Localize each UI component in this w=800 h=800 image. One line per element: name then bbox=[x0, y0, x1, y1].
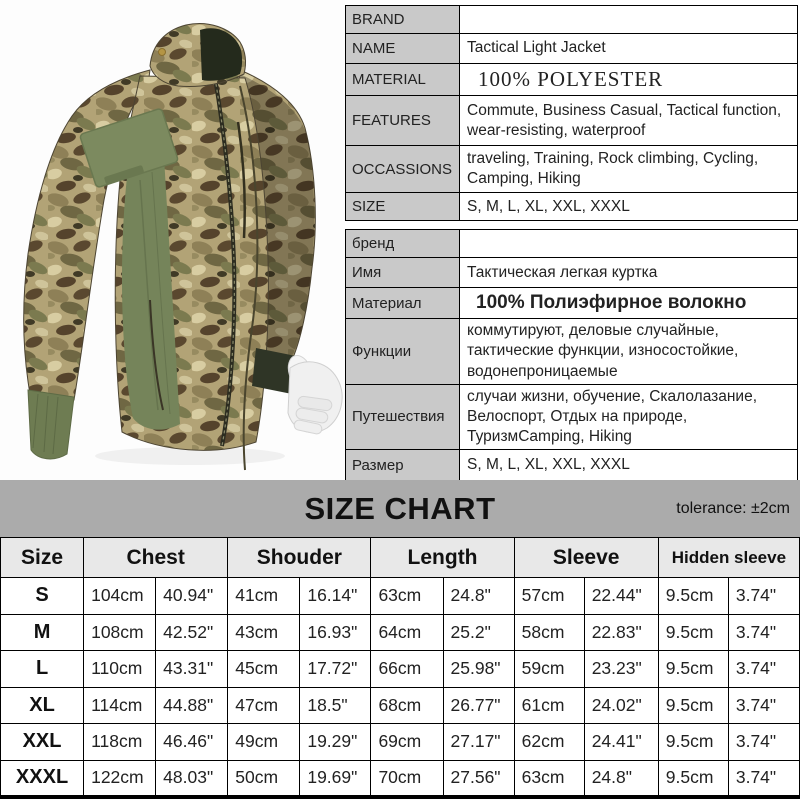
shoulder-in-cell: 19.69" bbox=[300, 760, 371, 797]
spec-label: бренд bbox=[346, 230, 460, 258]
length-in-cell: 26.77" bbox=[443, 687, 514, 724]
spec-label: BRAND bbox=[346, 6, 460, 34]
spec-value: Commute, Business Casual, Tactical function, wear-resisting, waterproof bbox=[460, 96, 798, 146]
chest-cm-cell: 108cm bbox=[84, 614, 156, 651]
spec-table-russian-body bbox=[346, 230, 798, 481]
spec-row bbox=[346, 6, 798, 34]
shoulder-in-cell: 18.5" bbox=[300, 687, 371, 724]
chest-in-cell: 46.46" bbox=[156, 724, 228, 761]
size-chart-row bbox=[1, 578, 800, 615]
size-chart-banner bbox=[0, 480, 800, 537]
shoulder-in-cell: 16.93" bbox=[300, 614, 371, 651]
spec-tables bbox=[345, 5, 798, 481]
chest-cm-cell: 104cm bbox=[84, 578, 156, 615]
hidden-sleeve-in-cell: 3.74" bbox=[728, 578, 799, 615]
spec-row bbox=[346, 450, 798, 481]
size-chart-row bbox=[1, 687, 800, 724]
hidden-sleeve-in-cell: 3.74" bbox=[728, 760, 799, 797]
sleeve-cm-cell: 63cm bbox=[514, 760, 584, 797]
spec-table-english-body bbox=[346, 6, 798, 221]
hidden-sleeve-cm-cell: 9.5cm bbox=[658, 651, 728, 688]
spec-value: S, M, L, XL, XXL, XXXL bbox=[460, 193, 798, 221]
spec-table-english bbox=[345, 5, 798, 221]
spec-label: MATERIAL bbox=[346, 64, 460, 96]
length-in-cell: 25.2" bbox=[443, 614, 514, 651]
chest-in-cell: 48.03" bbox=[156, 760, 228, 797]
spec-row bbox=[346, 146, 798, 193]
spec-row bbox=[346, 64, 798, 96]
spec-row bbox=[346, 34, 798, 64]
tolerance-note: tolerance: ±2cm bbox=[676, 499, 790, 517]
size-cell: XXXL bbox=[1, 760, 84, 797]
spec-label: Материал bbox=[346, 288, 460, 319]
spec-label: Путешествия bbox=[346, 384, 460, 449]
size-chart-title: SIZE CHART bbox=[304, 490, 496, 526]
spec-value: Тактическая легкая куртка bbox=[460, 258, 798, 288]
size-chart-body bbox=[1, 578, 800, 797]
length-cm-cell: 70cm bbox=[371, 760, 443, 797]
sleeve-cm-cell: 61cm bbox=[514, 687, 584, 724]
spec-label: OCCASSIONS bbox=[346, 146, 460, 193]
header-shoulder: Shouder bbox=[228, 538, 371, 578]
size-chart-row bbox=[1, 724, 800, 761]
hidden-sleeve-cm-cell: 9.5cm bbox=[658, 614, 728, 651]
shoulder-cm-cell: 43cm bbox=[228, 614, 300, 651]
header-sleeve: Sleeve bbox=[514, 538, 658, 578]
size-cell: L bbox=[1, 651, 84, 688]
chest-in-cell: 42.52" bbox=[156, 614, 228, 651]
spec-label: Размер bbox=[346, 450, 460, 481]
sleeve-in-cell: 24.8" bbox=[584, 760, 658, 797]
spec-label: NAME bbox=[346, 34, 460, 64]
spec-value: коммутируют, деловые случайные, тактические функции, износостойкие, водонепроницаемые bbox=[460, 319, 798, 384]
spec-row bbox=[346, 319, 798, 384]
size-cell: M bbox=[1, 614, 84, 651]
length-cm-cell: 66cm bbox=[371, 651, 443, 688]
shoulder-cm-cell: 41cm bbox=[228, 578, 300, 615]
spec-row bbox=[346, 230, 798, 258]
length-in-cell: 27.56" bbox=[443, 760, 514, 797]
spec-value: S, M, L, XL, XXL, XXXL bbox=[460, 450, 798, 481]
sleeve-cm-cell: 57cm bbox=[514, 578, 584, 615]
length-in-cell: 24.8" bbox=[443, 578, 514, 615]
spec-row bbox=[346, 96, 798, 146]
hidden-sleeve-cm-cell: 9.5cm bbox=[658, 687, 728, 724]
shoulder-cm-cell: 45cm bbox=[228, 651, 300, 688]
sleeve-cm-cell: 58cm bbox=[514, 614, 584, 651]
sleeve-in-cell: 23.23" bbox=[584, 651, 658, 688]
chest-in-cell: 43.31" bbox=[156, 651, 228, 688]
header-length: Length bbox=[371, 538, 514, 578]
shoulder-in-cell: 17.72" bbox=[300, 651, 371, 688]
shoulder-cm-cell: 49cm bbox=[228, 724, 300, 761]
spec-value: Tactical Light Jacket bbox=[460, 34, 798, 64]
shoulder-cm-cell: 47cm bbox=[228, 687, 300, 724]
spec-table-russian bbox=[345, 229, 798, 481]
spec-value: 100% POLYESTER bbox=[460, 64, 798, 96]
size-chart-row bbox=[1, 614, 800, 651]
size-chart-row bbox=[1, 651, 800, 688]
length-cm-cell: 69cm bbox=[371, 724, 443, 761]
spec-label: Функции bbox=[346, 319, 460, 384]
hidden-sleeve-cm-cell: 9.5cm bbox=[658, 724, 728, 761]
sleeve-in-cell: 22.44" bbox=[584, 578, 658, 615]
sleeve-in-cell: 24.02" bbox=[584, 687, 658, 724]
sleeve-cm-cell: 62cm bbox=[514, 724, 584, 761]
length-cm-cell: 63cm bbox=[371, 578, 443, 615]
length-cm-cell: 64cm bbox=[371, 614, 443, 651]
sleeve-in-cell: 24.41" bbox=[584, 724, 658, 761]
chest-cm-cell: 110cm bbox=[84, 651, 156, 688]
spec-value: 100% Полиэфирное волокно bbox=[460, 288, 798, 319]
spec-row bbox=[346, 288, 798, 319]
size-cell: S bbox=[1, 578, 84, 615]
spec-row bbox=[346, 258, 798, 288]
size-chart-header bbox=[1, 538, 800, 578]
shoulder-in-cell: 19.29" bbox=[300, 724, 371, 761]
sleeve-in-cell: 22.83" bbox=[584, 614, 658, 651]
spec-label: Имя bbox=[346, 258, 460, 288]
chest-cm-cell: 118cm bbox=[84, 724, 156, 761]
size-cell: XXL bbox=[1, 724, 84, 761]
product-photo bbox=[0, 0, 345, 480]
shoulder-cm-cell: 50cm bbox=[228, 760, 300, 797]
hidden-sleeve-cm-cell: 9.5cm bbox=[658, 760, 728, 797]
spec-value: traveling, Training, Rock climbing, Cycling, Camping, Hiking bbox=[460, 146, 798, 193]
length-in-cell: 27.17" bbox=[443, 724, 514, 761]
tactical-jacket-illustration bbox=[0, 0, 345, 480]
spec-label: FEATURES bbox=[346, 96, 460, 146]
header-size: Size bbox=[1, 538, 84, 578]
header-hidden-sleeve: Hidden sleeve bbox=[658, 538, 799, 578]
hidden-sleeve-cm-cell: 9.5cm bbox=[658, 578, 728, 615]
size-cell: XL bbox=[1, 687, 84, 724]
chest-in-cell: 44.88" bbox=[156, 687, 228, 724]
size-chart-row bbox=[1, 760, 800, 797]
size-chart-table bbox=[0, 537, 800, 799]
header-chest: Chest bbox=[84, 538, 228, 578]
spec-label: SIZE bbox=[346, 193, 460, 221]
hidden-sleeve-in-cell: 3.74" bbox=[728, 687, 799, 724]
hidden-sleeve-in-cell: 3.74" bbox=[728, 651, 799, 688]
chest-cm-cell: 114cm bbox=[84, 687, 156, 724]
hidden-sleeve-in-cell: 3.74" bbox=[728, 724, 799, 761]
chest-cm-cell: 122cm bbox=[84, 760, 156, 797]
spec-value: случаи жизни, обучение, Скалолазание, Велоспорт, Отдых на природе, ТуризмCamping, Hiking bbox=[460, 384, 798, 449]
size-chart-header-row bbox=[1, 538, 800, 578]
collar-snap bbox=[159, 49, 166, 56]
left-cuff bbox=[28, 390, 74, 459]
hidden-sleeve-in-cell: 3.74" bbox=[728, 614, 799, 651]
length-cm-cell: 68cm bbox=[371, 687, 443, 724]
spec-row bbox=[346, 193, 798, 221]
spec-value bbox=[460, 230, 798, 258]
chest-in-cell: 40.94" bbox=[156, 578, 228, 615]
spec-row bbox=[346, 384, 798, 449]
shoulder-in-cell: 16.14" bbox=[300, 578, 371, 615]
sleeve-cm-cell: 59cm bbox=[514, 651, 584, 688]
length-in-cell: 25.98" bbox=[443, 651, 514, 688]
spec-value bbox=[460, 6, 798, 34]
